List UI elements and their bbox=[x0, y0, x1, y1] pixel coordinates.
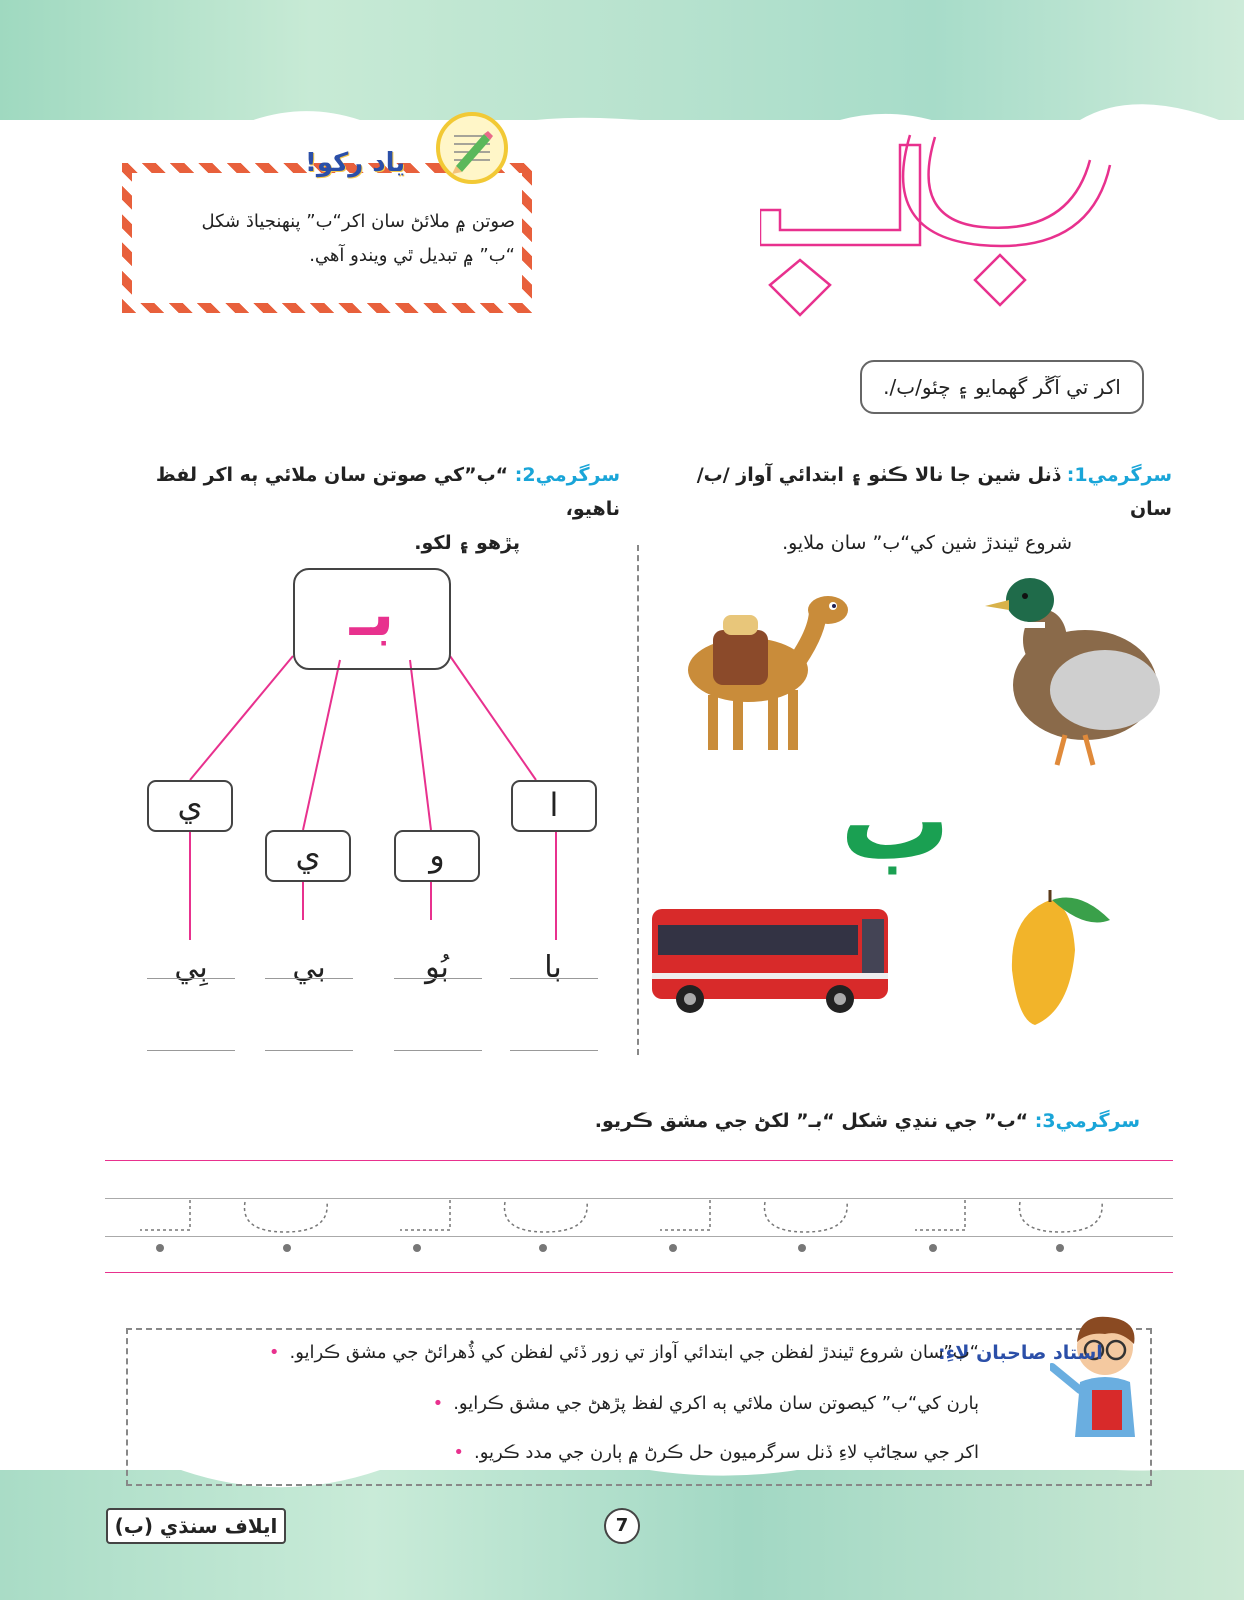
write-line[interactable] bbox=[147, 1050, 235, 1051]
activity2-instruction bbox=[120, 458, 620, 560]
activity2-line1: “ب”کي صوتن سان ملائي ٻه اکر لفظ ناهيو، bbox=[155, 464, 620, 520]
write-line[interactable] bbox=[265, 1050, 353, 1051]
teacher-icon bbox=[1050, 1312, 1150, 1442]
activity3-label: سرگرمي3: bbox=[1034, 1110, 1140, 1132]
guide-line bbox=[265, 978, 353, 979]
activity1-label: سرگرمي1: bbox=[1066, 464, 1172, 486]
camel-picture[interactable] bbox=[668, 590, 858, 760]
teacher-bullet-1: “ب”سان شروع ٿيندڙ لفظن جي ابتدائي آواز تي زور ڏئي لفظن کي ڏُهرائڻ جي مشق ڪرايو. • bbox=[269, 1342, 979, 1363]
vowel-box-alif: ا bbox=[511, 780, 597, 832]
activity1-line2: شروع ٿيندڙ شين کي“ب” سان ملايو. bbox=[782, 532, 1072, 554]
root-letter-box: بـ bbox=[293, 568, 451, 670]
letter-outline-graphic bbox=[760, 125, 1140, 325]
write-line[interactable] bbox=[394, 1050, 482, 1051]
trace-instruction: اکر تي آڱر گھمايو ۽ چئو/ب/. bbox=[860, 360, 1144, 414]
guide-line bbox=[147, 978, 235, 979]
guide-line bbox=[510, 978, 598, 979]
trace-bottom-line bbox=[105, 1272, 1173, 1273]
remember-text bbox=[145, 205, 515, 273]
vowel-box-waw: و bbox=[394, 830, 480, 882]
teacher-bullet-3: اکر جي سڃاڻپ لاءِ ڏنل سرگرميون حل ڪرڻ ۾ ٻارن جي مدد ڪريو. • bbox=[453, 1442, 979, 1463]
bus-picture[interactable] bbox=[650, 895, 900, 1025]
page-number: 7 bbox=[604, 1508, 640, 1544]
activity2-label: سرگرمي2: bbox=[514, 464, 620, 486]
mango-picture[interactable] bbox=[990, 890, 1120, 1030]
activity2-line2: پڙهو ۽ لکو. bbox=[414, 532, 520, 554]
pencil-icon bbox=[440, 116, 504, 180]
activity3-instruction bbox=[560, 1104, 1140, 1138]
syllable-bi: بي bbox=[292, 950, 326, 985]
vowel-box-ye: ي bbox=[265, 830, 351, 882]
write-line[interactable] bbox=[510, 1050, 598, 1051]
activity1-line1: ڏنل شين جا نالا ڪٺو ۽ ابتدائي آواز /ب/ سان bbox=[696, 464, 1172, 520]
vowel-box-ye-2: ي bbox=[147, 780, 233, 832]
center-letter: ب bbox=[840, 756, 951, 884]
book-title: ايلاف سنڌي (ب) bbox=[106, 1508, 286, 1544]
guide-line bbox=[394, 978, 482, 979]
remember-title: ياد رکو! bbox=[305, 148, 406, 178]
pencil-note-icon bbox=[436, 112, 508, 184]
teacher-label: استاد صاحبان لاءِ: bbox=[938, 1342, 1103, 1364]
activity3-text: “ب” جي ننڍي شکل “بـ” لکڻ جي مشق ڪريو. bbox=[594, 1110, 1029, 1132]
activity1-instruction bbox=[650, 458, 1172, 560]
syllable-bii: بِي bbox=[174, 950, 208, 985]
duck-picture[interactable] bbox=[985, 570, 1175, 780]
activity-divider bbox=[637, 545, 639, 1055]
teacher-bullet-2: ٻارن کي“ب” کيصوتن سان ملائي ٻه اکري لفظ پڙهڻ جي مشق ڪرايو. • bbox=[433, 1393, 979, 1414]
syllable-bu: بُو bbox=[425, 950, 449, 985]
syllable-ba: با bbox=[544, 950, 562, 985]
trace-dotted-letters bbox=[105, 1160, 1173, 1270]
remember-line-1: صوتن ۾ ملائڻ سان اکر“ب” پنهنجياڌ شکل bbox=[201, 211, 515, 232]
tracing-area[interactable] bbox=[105, 1160, 1173, 1274]
remember-line-2: “ب” ۾ تبديل ٿي ويندو آهي. bbox=[309, 245, 515, 266]
